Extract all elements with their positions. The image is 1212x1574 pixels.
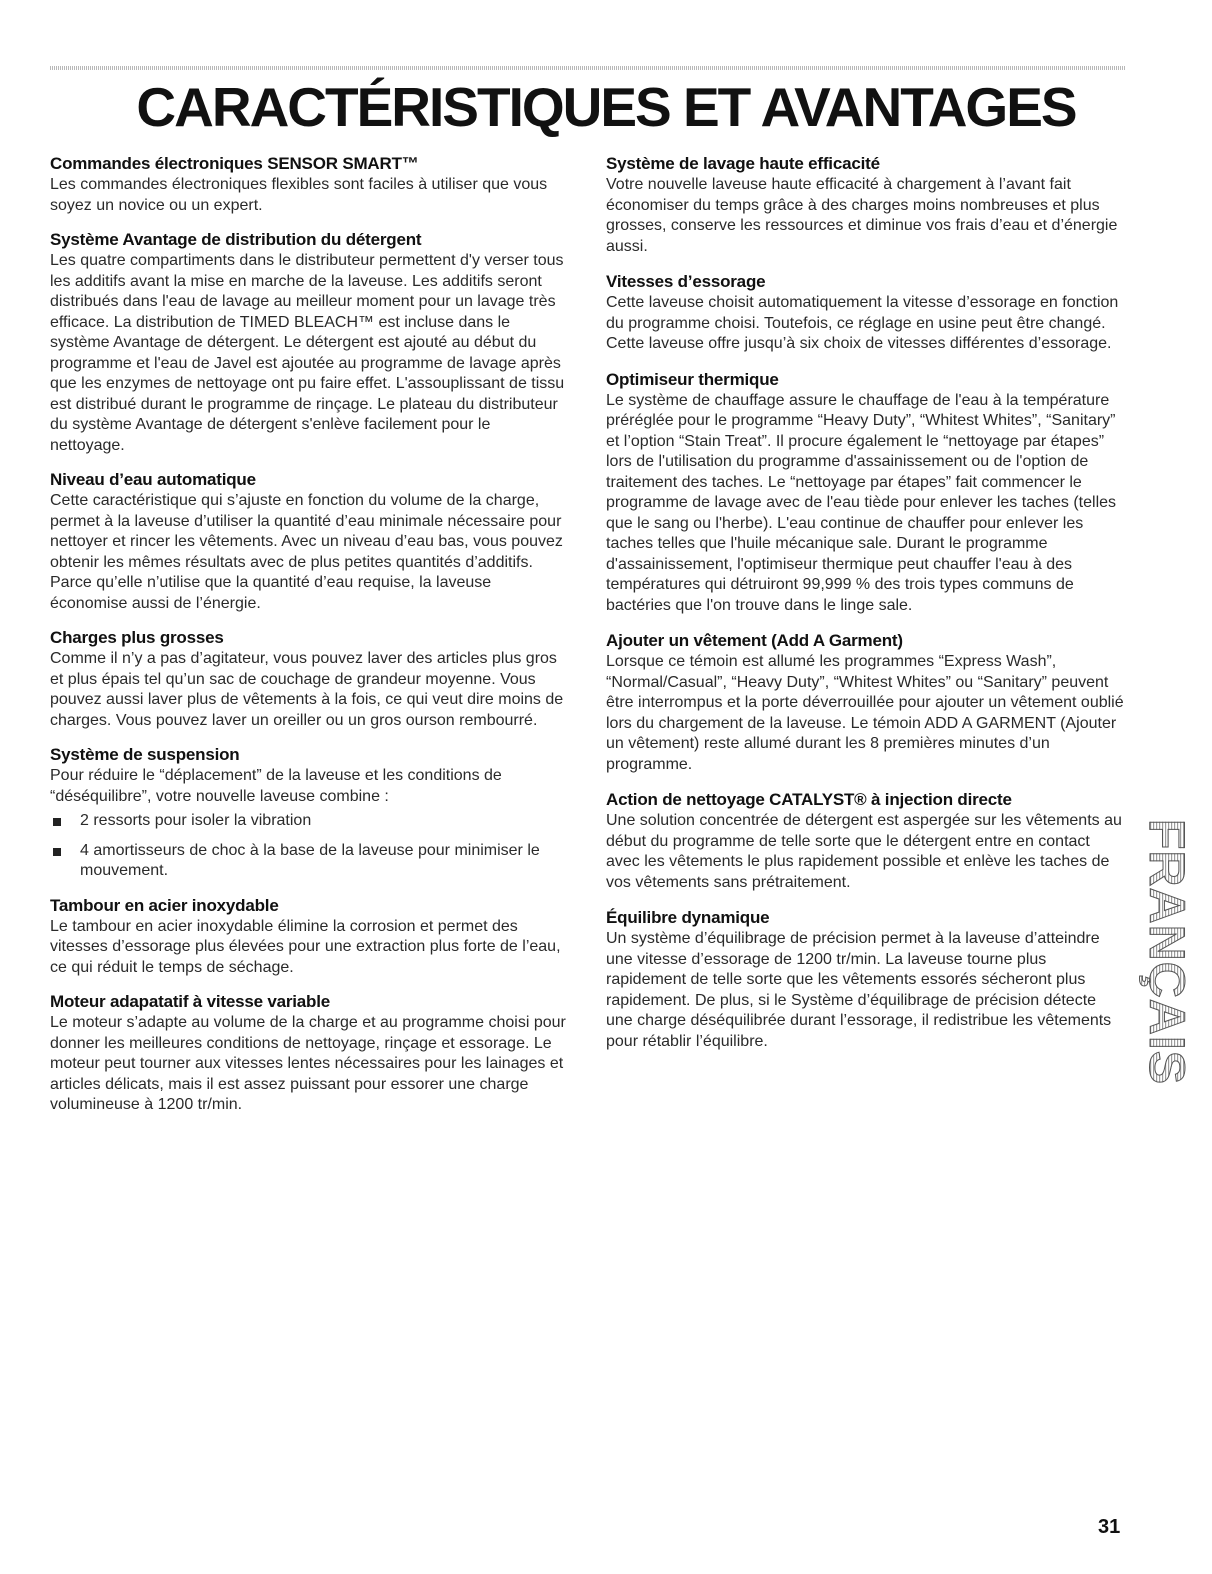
section-body: Votre nouvelle laveuse haute efficacité à chargement à l’avant fait économiser du temps grâce à des charges moins nombreuses et plus grosses, conserve les ressources et diminue vos frais d’eau et d’énergie aussi. bbox=[606, 176, 1118, 255]
list-item bbox=[50, 811, 568, 832]
language-label: FRANÇAIS bbox=[1139, 818, 1196, 1086]
section-variable-motor bbox=[50, 991, 568, 1116]
section-title: Action de nettoyage CATALYST® à injection directe bbox=[606, 790, 1012, 809]
section-title: Niveau d’eau automatique bbox=[50, 470, 256, 489]
page-number: 31 bbox=[1098, 1516, 1121, 1538]
section-add-a-garment bbox=[606, 630, 1126, 775]
language-side-tab bbox=[1137, 818, 1197, 1086]
left-column bbox=[50, 153, 568, 1129]
section-body: Comme il n’y a pas d’agitateur, vous pouvez laver des articles plus gros et plus épais tel qu’un sac de couchage de grandeur moyenne. Vous pouvez aussi laver plus de vêtements à la fois, ce qui veut dire moins de charges. Vous pouvez laver un oreiller ou un gros ourson rembourré. bbox=[50, 650, 564, 729]
section-body: Un système d’équilibrage de précision permet à la laveuse d’atteindre une vitesse d’essorage de 1200 tr/min. La laveuse tourne plus rapidement de telle sorte que les vêtements essorés sécheront plus rapidement. De plus, si le Système d’équilibrage de précision détecte une charge déséquilibrée durant l’essorage, il redistribue les vêtements pour rétablir l’équilibre. bbox=[606, 930, 1112, 1050]
section-dynamic-balance bbox=[606, 907, 1126, 1052]
section-title: Équilibre dynamique bbox=[606, 908, 770, 927]
section-body: Les commandes électroniques flexibles sont faciles à utiliser que vous soyez un novice ou un expert. bbox=[50, 176, 548, 214]
section-thermal-optimizer bbox=[606, 369, 1126, 617]
list-item bbox=[50, 841, 568, 882]
section-sensor-smart bbox=[50, 153, 568, 216]
section-suspension bbox=[50, 744, 568, 882]
bullet-square-icon bbox=[53, 848, 61, 856]
bullet-square-icon bbox=[53, 818, 61, 826]
section-title: Moteur adapatatif à vitesse variable bbox=[50, 992, 331, 1011]
section-body: Une solution concentrée de détergent est aspergée sur les vêtements au début du programme de telle sorte que le détergent entre en contact avec les vêtements le plus rapidement possible et enlève les taches de vos vêtements sans prétraitement. bbox=[606, 812, 1122, 891]
section-body: Cette laveuse choisit automatiquement la vitesse d’essorage en fonction du programme choisi. Toutefois, ce réglage en usine peut être changé. Cette laveuse offre jusqu’à six choix de vitesses différentes d’essorage. bbox=[606, 294, 1119, 352]
section-body: Lorsque ce témoin est allumé les programmes “Express Wash”, “Normal/Casual”, “Heavy Duty”, “Whitest Whites” ou “Sanitary” peuvent être interrompus et la porte déverrouillée pour ajouter un vêtement oublié lors du chargement de la laveuse. Le témoin ADD A GARMENT (Ajouter un vêtement) reste allumé durant les 8 premières minutes d’un programme. bbox=[606, 653, 1124, 773]
section-body: Cette caractéristique qui s’ajuste en fonction du volume de la charge, permet à la laveuse d’utiliser la quantité d’eau minimale nécessaire pour nettoyer et rincer les vêtements. Avec un niveau d’eau bas, vous pouvez obtenir les mêmes résultats avec de plus petites quantités d’additifs. Parce qu’elle n’utilise que la quantité d’eau requise, la laveuse économise aussi de l’énergie. bbox=[50, 492, 563, 612]
section-water-level bbox=[50, 469, 568, 614]
section-body: Le moteur s’adapte au volume de la charge et au programme choisi pour donner les meilleures conditions de nettoyage, rinçage et essorage. Le moteur peut tourner aux vitesses lentes nécessaires pour les lainages et articles délicats, mais il est assez puissant pour essorer une charge volumineuse à 1200 tr/min. bbox=[50, 1014, 566, 1113]
section-detergent-dispenser bbox=[50, 229, 568, 456]
right-column bbox=[606, 153, 1126, 1066]
section-spin-speeds bbox=[606, 271, 1126, 355]
list-item-text: 2 ressorts pour isoler la vibration bbox=[80, 812, 312, 829]
section-body: Le tambour en acier inoxydable élimine la corrosion et permet des vitesses d’essorage plus élevées pour une extraction plus forte de l’eau, ce qui réduit le temps de séchage. bbox=[50, 917, 561, 976]
section-larger-loads bbox=[50, 627, 568, 731]
list-item-text: 4 amortisseurs de choc à la base de la laveuse pour minimiser le mouvement. bbox=[80, 841, 540, 879]
section-title: Vitesses d’essorage bbox=[606, 272, 766, 291]
section-title: Commandes électroniques SENSOR SMART™ bbox=[50, 154, 419, 173]
section-title: Tambour en acier inoxydable bbox=[50, 895, 279, 915]
bullet-list bbox=[50, 811, 568, 882]
section-title: Système de lavage haute efficacité bbox=[606, 154, 880, 173]
section-body: Le système de chauffage assure le chauffage de l'eau à la température préréglée pour le programme “Heavy Duty”, “Whitest Whites”, “Sanitary” et l’option “Stain Treat”. Il procure également le “nettoyage par étapes” lors de l'utilisation du programme d'assainissement ou de l'option de traitement des taches. Le “nettoyage par étapes” fait commencer le programme de lavage avec de l'eau tiède pour enlever les taches (telles que le sang ou l'herbe). L'eau continue de chauffer pour enlever les taches telles que l'huile mécanique sale. Durant le programme d'assainissement, l'optimiseur thermique peut chauffer l'eau à des températures qui détruiront 99,999 % des trois types communs de bactéries que l'on trouve dans le linge sale. bbox=[606, 391, 1117, 614]
section-stainless-drum bbox=[50, 895, 568, 979]
section-title: Ajouter un vêtement (Add A Garment) bbox=[606, 631, 903, 650]
header-rule bbox=[50, 66, 1126, 70]
section-title: Système Avantage de distribution du détergent bbox=[50, 230, 422, 249]
section-body: Pour réduire le “déplacement” de la laveuse et les conditions de “déséquilibre”, votre nouvelle laveuse combine : bbox=[50, 767, 502, 805]
section-title: Charges plus grosses bbox=[50, 628, 224, 647]
section-body: Les quatre compartiments dans le distributeur permettent d'y verser tous les additifs avant la mise en marche de la laveuse. Les additifs seront distribués dans l'eau de lavage au meilleur moment pour un lavage très efficace. La distribution de TIMED BLEACH™ est incluse dans le système Avantage de détergent. Le détergent est ajouté au début du programme et l'eau de Javel est ajoutée au programme de lavage après que les enzymes de nettoyage ont pu faire effet. L'assouplissant de tissu est distribué durant le programme de rinçage. Le plateau du distributeur du système Avantage de détergent s'enlève facilement pour le nettoyage. bbox=[50, 252, 565, 454]
section-title: Optimiseur thermique bbox=[606, 369, 779, 389]
section-title: Système de suspension bbox=[50, 745, 240, 764]
section-high-efficiency bbox=[606, 153, 1126, 257]
page-title: CARACTÉRISTIQUES ET AVANTAGES bbox=[136, 76, 1076, 138]
section-catalyst bbox=[606, 789, 1126, 893]
